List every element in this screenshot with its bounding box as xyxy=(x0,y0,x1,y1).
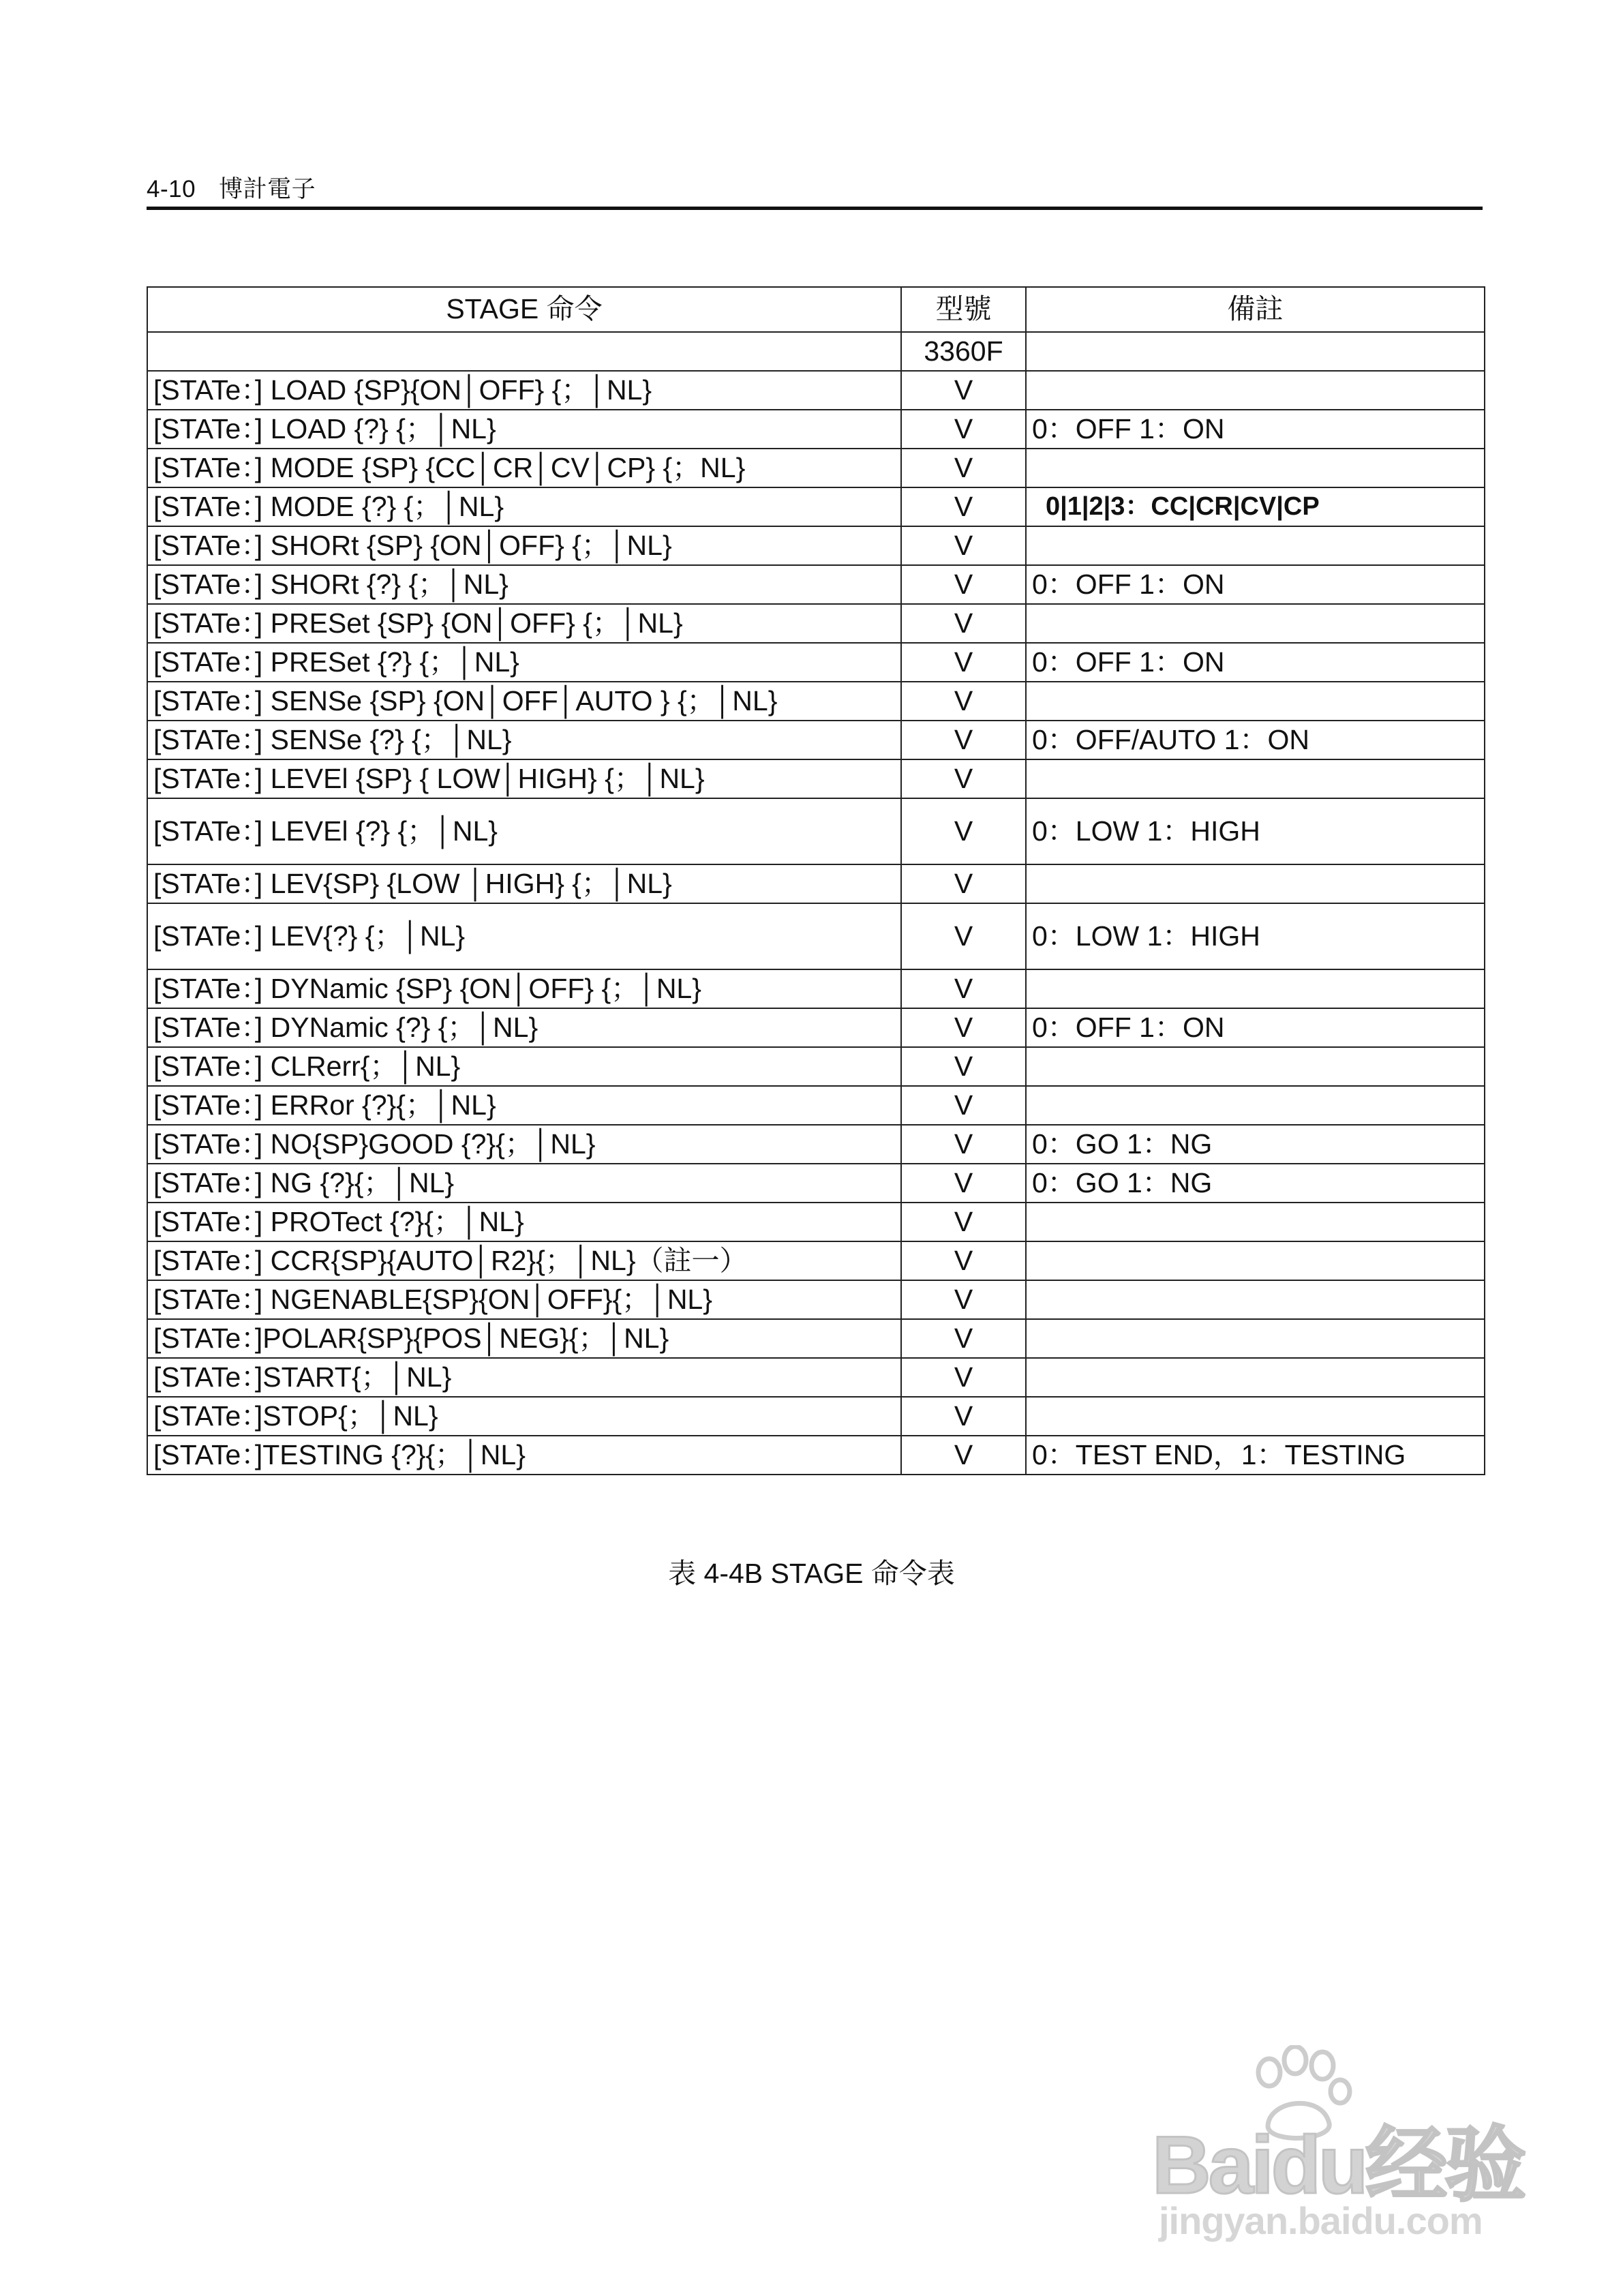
command-cell: [STATe：]STOP{；│NL} xyxy=(147,1397,901,1436)
table-row xyxy=(147,371,1485,410)
model-cell: V xyxy=(901,1086,1026,1125)
command-cell: [STATe：] NGENABLE{SP}{ON│OFF}{；│NL} xyxy=(147,1280,901,1319)
table-row xyxy=(147,1241,1485,1280)
table-row xyxy=(147,1047,1485,1086)
column-header-model: 型號 xyxy=(901,287,1026,332)
column-header-note: 備註 xyxy=(1026,287,1485,332)
command-cell: [STATe：] PROTect {?}{；│NL} xyxy=(147,1203,901,1241)
command-cell: [STATe：] MODE {SP} {CC│CR│CV│CP} {；NL} xyxy=(147,449,901,487)
note-cell xyxy=(1026,1358,1485,1397)
table-row xyxy=(147,759,1485,798)
note-cell xyxy=(1026,864,1485,903)
command-cell: [STATe：] LOAD {SP}{ON│OFF} {；│NL} xyxy=(147,371,901,410)
model-cell: V xyxy=(901,643,1026,682)
note-cell xyxy=(1026,604,1485,643)
table-row xyxy=(147,565,1485,604)
command-cell: [STATe：] MODE {?} {；│NL} xyxy=(147,487,901,526)
model-cell: V xyxy=(901,721,1026,759)
command-cell: [STATe：] LEV{?} {；│NL} xyxy=(147,903,901,969)
command-cell: [STATe：] PRESet {?} {；│NL} xyxy=(147,643,901,682)
note-cell: 0：LOW 1：HIGH xyxy=(1026,903,1485,969)
model-cell: V xyxy=(901,798,1026,864)
note-cell xyxy=(1026,1241,1485,1280)
command-cell: [STATe：] LOAD {?} {；│NL} xyxy=(147,410,901,449)
model-row xyxy=(147,332,1485,371)
model-row-command xyxy=(147,332,901,371)
table-row xyxy=(147,1319,1485,1358)
note-cell xyxy=(1026,1203,1485,1241)
table-row xyxy=(147,798,1485,864)
command-cell: [STATe：]POLAR{SP}{POS│NEG}{；│NL} xyxy=(147,1319,901,1358)
model-cell: V xyxy=(901,1047,1026,1086)
model-cell: V xyxy=(901,1319,1026,1358)
table-row xyxy=(147,1397,1485,1436)
command-cell: [STATe：] PRESet {SP} {ON│OFF} {；│NL} xyxy=(147,604,901,643)
note-cell: 0：LOW 1：HIGH xyxy=(1026,798,1485,864)
command-cell: [STATe：] LEVEl {SP} { LOW│HIGH} {；│NL} xyxy=(147,759,901,798)
model-cell: V xyxy=(901,1436,1026,1475)
note-cell xyxy=(1026,371,1485,410)
model-row-model: 3360F xyxy=(901,332,1026,371)
command-cell: [STATe：] CCR{SP}{AUTO│R2}{；│NL}（註一） xyxy=(147,1241,901,1280)
table-row xyxy=(147,487,1485,526)
model-cell: V xyxy=(901,759,1026,798)
note-cell: 0：OFF 1：ON xyxy=(1026,1008,1485,1047)
page-header xyxy=(147,170,316,205)
note-cell xyxy=(1026,1047,1485,1086)
model-cell: V xyxy=(901,371,1026,410)
table-row xyxy=(147,721,1485,759)
baidu-watermark xyxy=(1152,2045,1534,2243)
model-cell: V xyxy=(901,565,1026,604)
note-cell: 0：OFF 1：ON xyxy=(1026,565,1485,604)
table-row xyxy=(147,1125,1485,1164)
command-cell: [STATe：]START{；│NL} xyxy=(147,1358,901,1397)
table-row xyxy=(147,1358,1485,1397)
model-cell: V xyxy=(901,1125,1026,1164)
model-cell: V xyxy=(901,410,1026,449)
note-cell: 0：OFF 1：ON xyxy=(1026,643,1485,682)
note-cell: 0：TEST END，1：TESTING xyxy=(1026,1436,1485,1475)
note-cell xyxy=(1026,449,1485,487)
command-cell: [STATe：] CLRerr{；│NL} xyxy=(147,1047,901,1086)
table-row xyxy=(147,449,1485,487)
note-cell xyxy=(1026,759,1485,798)
command-cell: [STATe：] ERRor {?}{；│NL} xyxy=(147,1086,901,1125)
note-cell: 0：OFF/AUTO 1：ON xyxy=(1026,721,1485,759)
table-row xyxy=(147,526,1485,565)
note-cell xyxy=(1026,1086,1485,1125)
command-cell: [STATe：] LEVEl {?} {；│NL} xyxy=(147,798,901,864)
command-cell: [STATe：] DYNamic {SP} {ON│OFF} {；│NL} xyxy=(147,969,901,1008)
table-row xyxy=(147,1164,1485,1203)
model-cell: V xyxy=(901,1241,1026,1280)
table-caption: 表 4-4B STAGE 命令表 xyxy=(668,1558,955,1589)
note-cell: 0|1|2|3：CC|CR|CV|CP xyxy=(1026,487,1485,526)
model-row-note xyxy=(1026,332,1485,371)
command-cell: [STATe：] DYNamic {?} {；│NL} xyxy=(147,1008,901,1047)
note-cell xyxy=(1026,969,1485,1008)
model-cell: V xyxy=(901,903,1026,969)
table-row xyxy=(147,410,1485,449)
watermark-url: jingyan.baidu.com xyxy=(1159,2199,1483,2242)
column-header-command: STAGE 命令 xyxy=(147,287,901,332)
command-cell: [STATe：] LEV{SP} {LOW │HIGH} {；│NL} xyxy=(147,864,901,903)
model-cell: V xyxy=(901,1397,1026,1436)
model-cell: V xyxy=(901,604,1026,643)
note-cell: 0：GO 1：NG xyxy=(1026,1125,1485,1164)
model-cell: V xyxy=(901,449,1026,487)
stage-command-table xyxy=(147,286,1485,1475)
model-cell: V xyxy=(901,864,1026,903)
model-cell: V xyxy=(901,1164,1026,1203)
table-row xyxy=(147,969,1485,1008)
page-number: 4-10 xyxy=(147,176,196,202)
model-cell: V xyxy=(901,487,1026,526)
note-cell xyxy=(1026,1397,1485,1436)
watermark-brand: Baidu经验 xyxy=(1152,2119,1524,2211)
command-cell: [STATe：] SHORt {SP} {ON│OFF} {；│NL} xyxy=(147,526,901,565)
header-rule xyxy=(147,207,1483,210)
company-name: 博計電子 xyxy=(219,176,316,202)
command-cell: [STATe：] NO{SP}GOOD {?}{；│NL} xyxy=(147,1125,901,1164)
note-cell xyxy=(1026,682,1485,721)
table-row xyxy=(147,1086,1485,1125)
note-cell xyxy=(1026,1280,1485,1319)
model-cell: V xyxy=(901,526,1026,565)
table-row xyxy=(147,903,1485,969)
table-row xyxy=(147,643,1485,682)
table-header-row xyxy=(147,287,1485,332)
model-cell: V xyxy=(901,1280,1026,1319)
table-row xyxy=(147,1280,1485,1319)
command-cell: [STATe：] SENSe {?} {；│NL} xyxy=(147,721,901,759)
note-cell xyxy=(1026,1319,1485,1358)
note-cell xyxy=(1026,526,1485,565)
note-cell: 0：OFF 1：ON xyxy=(1026,410,1485,449)
model-cell: V xyxy=(901,682,1026,721)
model-cell: V xyxy=(901,1203,1026,1241)
command-cell: [STATe：] SHORt {?} {；│NL} xyxy=(147,565,901,604)
model-cell: V xyxy=(901,1358,1026,1397)
note-cell: 0：GO 1：NG xyxy=(1026,1164,1485,1203)
model-cell: V xyxy=(901,969,1026,1008)
table-row xyxy=(147,1008,1485,1047)
table-row xyxy=(147,1203,1485,1241)
command-cell: [STATe：] NG {?}{；│NL} xyxy=(147,1164,901,1203)
command-cell: [STATe：] SENSe {SP} {ON│OFF│AUTO } {；│NL} xyxy=(147,682,901,721)
command-cell: [STATe：]TESTING {?}{；│NL} xyxy=(147,1436,901,1475)
table-row xyxy=(147,682,1485,721)
table-row xyxy=(147,864,1485,903)
model-cell: V xyxy=(901,1008,1026,1047)
table-row xyxy=(147,604,1485,643)
table-row xyxy=(147,1436,1485,1475)
